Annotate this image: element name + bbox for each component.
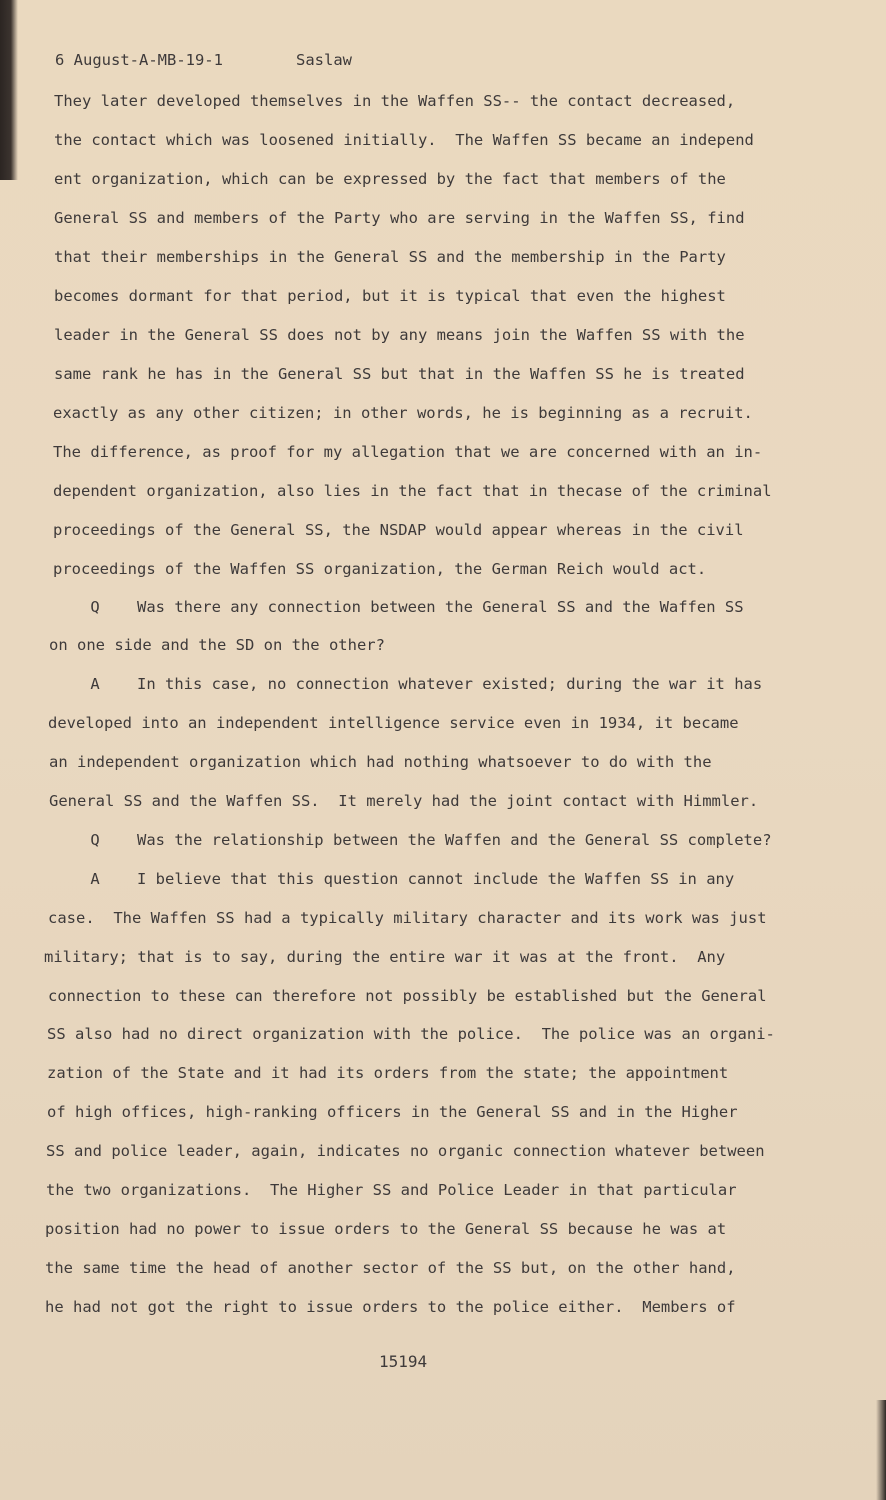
- scan-edge-left: [0, 0, 18, 180]
- header-reference: 6 August-A-MB-19-1: [55, 51, 223, 69]
- body-line: an independent organization which had nothing whatsoever to do with the: [49, 753, 712, 771]
- body-line: SS also had no direct organization with the police. The police was an organi-: [47, 1025, 775, 1043]
- page-number: 15194: [379, 1352, 428, 1371]
- body-line: zation of the State and it had its orders from the state; the appointment: [47, 1064, 729, 1082]
- body-line: military; that is to say, during the entire war it was at the front. Any: [44, 948, 726, 966]
- body-line: General SS and members of the Party who are serving in the Waffen SS, find: [54, 209, 745, 227]
- body-line: A I believe that this question cannot include the Waffen SS in any: [53, 870, 735, 888]
- body-line: same rank he has in the General SS but that in the Waffen SS he is treated: [54, 365, 745, 383]
- body-line: he had not got the right to issue orders to the police either. Members of: [45, 1298, 736, 1316]
- body-line: of high offices, high-ranking officers in the General SS and in the Higher: [47, 1103, 738, 1121]
- body-line: case. The Waffen SS had a typically military character and its work was just: [48, 909, 767, 927]
- body-line: proceedings of the General SS, the NSDAP would appear whereas in the civil: [53, 521, 744, 539]
- body-line: leader in the General SS does not by any means join the Waffen SS with the: [54, 326, 745, 344]
- header-reporter: Saslaw: [296, 51, 352, 69]
- body-line: ent organization, which can be expressed by the fact that members of the: [54, 170, 726, 188]
- body-line: Q Was there any connection between the General SS and the Waffen SS: [53, 598, 744, 616]
- body-line: that their memberships in the General SS and the membership in the Party: [54, 248, 726, 266]
- body-line: proceedings of the Waffen SS organization, the German Reich would act.: [53, 560, 707, 578]
- body-line: position had no power to issue orders to the General SS because he was at: [45, 1220, 727, 1238]
- body-line: becomes dormant for that period, but it is typical that even the highest: [54, 287, 726, 305]
- body-line: General SS and the Waffen SS. It merely had the joint contact with Himmler.: [49, 792, 759, 810]
- body-line: They later developed themselves in the Waffen SS-- the contact decreased,: [54, 92, 736, 110]
- scan-edge-right: [876, 1400, 886, 1500]
- body-line: dependent organization, also lies in the fact that in thecase of the criminal: [53, 482, 772, 500]
- body-line: on one side and the SD on the other?: [49, 636, 385, 654]
- body-line: A In this case, no connection whatever existed; during the war it has: [53, 675, 763, 693]
- body-line: the same time the head of another sector of the SS but, on the other hand,: [45, 1259, 736, 1277]
- body-line: The difference, as proof for my allegation that we are concerned with an in-: [53, 443, 763, 461]
- body-line: developed into an independent intelligence service even in 1934, it became: [48, 714, 739, 732]
- body-line: connection to these can therefore not possibly be established but the General: [48, 987, 767, 1005]
- body-line: exactly as any other citizen; in other words, he is beginning as a recruit.: [53, 404, 753, 422]
- body-line: the contact which was loosened initially. The Waffen SS became an independ: [54, 131, 754, 149]
- body-line: SS and police leader, again, indicates no organic connection whatever between: [46, 1142, 765, 1160]
- body-line: Q Was the relationship between the Waffen and the General SS complete?: [53, 831, 772, 849]
- body-line: the two organizations. The Higher SS and Police Leader in that particular: [46, 1181, 737, 1199]
